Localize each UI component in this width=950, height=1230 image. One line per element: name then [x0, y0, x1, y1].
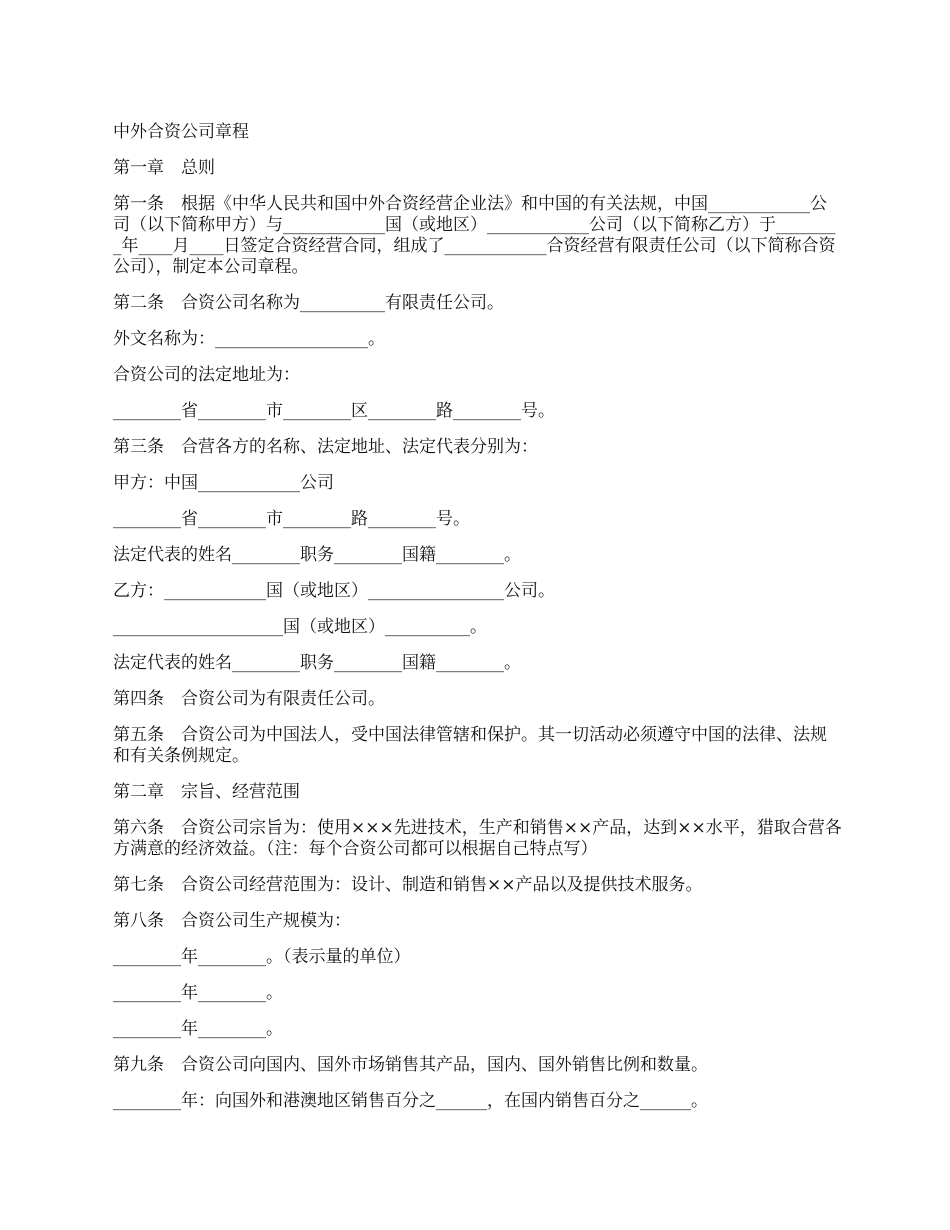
- production-scale-line-3: ________年________。: [113, 1019, 283, 1039]
- chapter-heading-1: 第一章 总则: [113, 158, 215, 178]
- party-b-name: 乙方：____________国（或地区）________________公司。: [113, 581, 555, 601]
- article-7: 第七条 合资公司经营范围为：设计、制造和销售××产品以及提供技术服务。: [113, 875, 703, 895]
- sales-ratio-line: ________年：向国外和港澳地区销售百分之______，在国内销售百分之______。: [113, 1091, 708, 1111]
- party-a-representative: 法定代表的姓名________职务________国籍________。: [113, 545, 521, 565]
- production-scale-line-1: ________年________。（表示量的单位）: [113, 947, 411, 967]
- document-title: 中外合资公司章程: [113, 122, 249, 142]
- article-2: 第二条 合资公司名称为__________有限责任公司。: [113, 293, 504, 313]
- legal-address-label: 合资公司的法定地址为：: [113, 365, 300, 385]
- article-9: 第九条 合资公司向国内、国外市场销售其产品，国内、国外销售比例和数量。: [113, 1055, 708, 1075]
- legal-address-line: ________省________市________区________路________号。: [113, 401, 555, 421]
- party-b-address: ____________________国（或地区）__________。: [113, 617, 487, 637]
- party-b-representative: 法定代表的姓名________职务________国籍________。: [113, 653, 521, 673]
- article-4: 第四条 合资公司为有限责任公司。: [113, 689, 385, 709]
- article-6: 第六条 合资公司宗旨为：使用×××先进技术，生产和销售××产品，达到××水平，猎取合营各方满意的经济效益。（注：每个合资公司都可以根据自己特点写）: [113, 818, 842, 859]
- document-body: [113, 122, 843, 1127]
- foreign-name-line: 外文名称为：__________________。: [113, 329, 385, 349]
- party-a-address: ________省________市________路________号。: [113, 509, 470, 529]
- party-a-name: 甲方：中国____________公司: [113, 473, 334, 493]
- article-3: 第三条 合营各方的名称、法定地址、法定代表分别为：: [113, 437, 538, 457]
- article-1: 第一条 根据《中华人民共和国中外合资经营企业法》和中国的有关法规，中国____________公司（以下简称甲方）与____________国（或地区）____________公司（以下简称乙方）于________年____月____日签定合资经营合同，组成了____________合资经营有限责任公司（以下简称合资公司），制定本公司章程。: [113, 194, 836, 277]
- production-scale-line-2: ________年________。: [113, 983, 283, 1003]
- article-5: 第五条 合资公司为中国法人，受中国法律管辖和保护。其一切活动必须遵守中国的法律、法规和有关条例规定。: [113, 725, 827, 766]
- chapter-heading-2: 第二章 宗旨、经营范围: [113, 782, 300, 802]
- article-8: 第八条 合资公司生产规模为：: [113, 911, 351, 931]
